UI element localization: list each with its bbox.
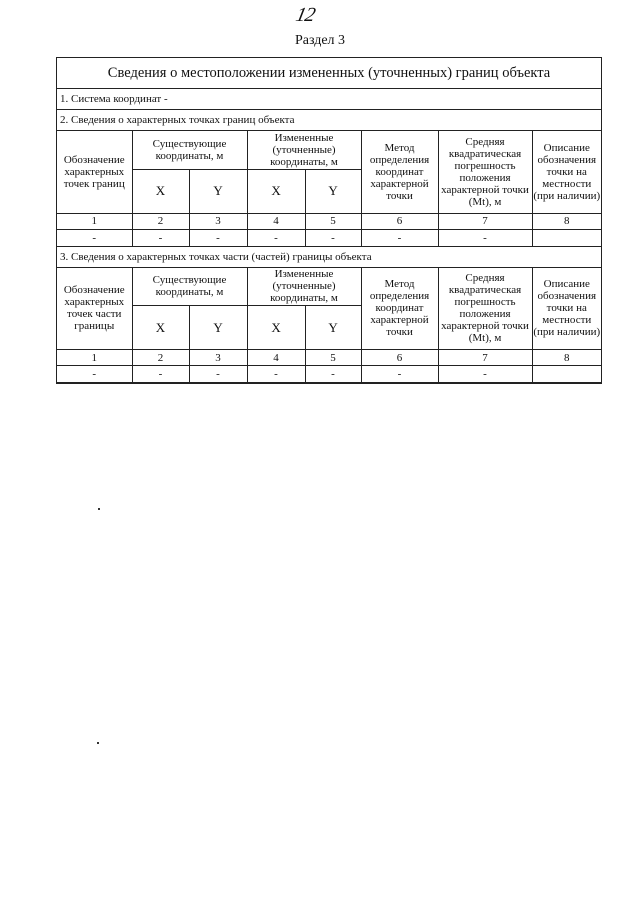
table-cell: - — [189, 229, 247, 246]
table-cell: - — [247, 366, 305, 383]
col-existing-x: X — [132, 306, 189, 350]
stray-mark — [97, 742, 99, 744]
table-cell: - — [247, 229, 305, 246]
col-method: Метод определения координат характерной точки — [361, 131, 438, 213]
col-error: Средняя квадратическая погрешность положения характерной точки (Mt), м — [438, 131, 532, 213]
table-cell: - — [305, 366, 361, 383]
page-number: 12 — [293, 4, 317, 26]
col-index: 6 — [361, 350, 438, 366]
col-index: 6 — [361, 213, 438, 229]
col-method: Метод определения координат характерной точки — [361, 268, 438, 350]
col-existing-y: Y — [189, 169, 247, 213]
col-description: Описание обозначения точки на местности (при наличии) — [532, 268, 601, 350]
table-row — [57, 229, 601, 246]
col-index: 4 — [247, 350, 305, 366]
col-description: Описание обозначения точки на местности (при наличии) — [532, 131, 601, 213]
col-index: 3 — [189, 350, 247, 366]
table-cell: - — [305, 229, 361, 246]
col-index: 8 — [532, 213, 601, 229]
col-changed-x: X — [247, 169, 305, 213]
table-cell: - — [57, 229, 132, 246]
col-existing: Существующие координаты, м — [132, 268, 247, 306]
col-index: 8 — [532, 350, 601, 366]
col-changed: Измененные (уточненные) координаты, м — [247, 268, 361, 306]
col-index: 1 — [57, 213, 132, 229]
table-cell — [532, 366, 601, 383]
col-index: 2 — [132, 213, 189, 229]
table-cell: - — [438, 229, 532, 246]
col-index: 4 — [247, 213, 305, 229]
table-row — [57, 366, 601, 383]
coord-system-row: 1. Система координат - — [57, 89, 601, 110]
col-index: 5 — [305, 213, 361, 229]
table-cell: - — [438, 366, 532, 383]
col-designation: Обозначение характерных точек части границы — [57, 268, 132, 350]
col-index: 1 — [57, 350, 132, 366]
table-cell: - — [361, 366, 438, 383]
col-changed-x: X — [247, 306, 305, 350]
col-existing-x: X — [132, 169, 189, 213]
table-cell: - — [132, 229, 189, 246]
section-title: Раздел 3 — [294, 33, 346, 48]
part-boundary-points-table — [57, 268, 601, 384]
table-cell: - — [132, 366, 189, 383]
col-index: 7 — [438, 213, 532, 229]
col-designation: Обозначение характерных точек границ — [57, 131, 132, 213]
col-index: 2 — [132, 350, 189, 366]
stray-mark — [98, 508, 100, 510]
col-changed-y: Y — [305, 169, 361, 213]
table-cell: - — [189, 366, 247, 383]
part3-header: 3. Сведения о характерных точках части (частей) границы объекта — [57, 247, 601, 268]
table-cell: - — [57, 366, 132, 383]
col-error: Средняя квадратическая погрешность положения характерной точки (Mt), м — [438, 268, 532, 350]
col-existing-y: Y — [189, 306, 247, 350]
part2-header: 2. Сведения о характерных точках границ объекта — [57, 110, 601, 131]
col-changed: Измененные (уточненные) координаты, м — [247, 131, 361, 169]
col-changed-y: Y — [305, 306, 361, 350]
table-cell: - — [361, 229, 438, 246]
table-cell — [532, 229, 601, 246]
boundary-info-frame — [56, 57, 602, 384]
boundary-points-table — [57, 131, 601, 247]
col-index: 3 — [189, 213, 247, 229]
col-index: 7 — [438, 350, 532, 366]
frame-title: Сведения о местоположении измененных (уточненных) границ объекта — [57, 58, 601, 89]
col-index: 5 — [305, 350, 361, 366]
col-existing: Существующие координаты, м — [132, 131, 247, 169]
